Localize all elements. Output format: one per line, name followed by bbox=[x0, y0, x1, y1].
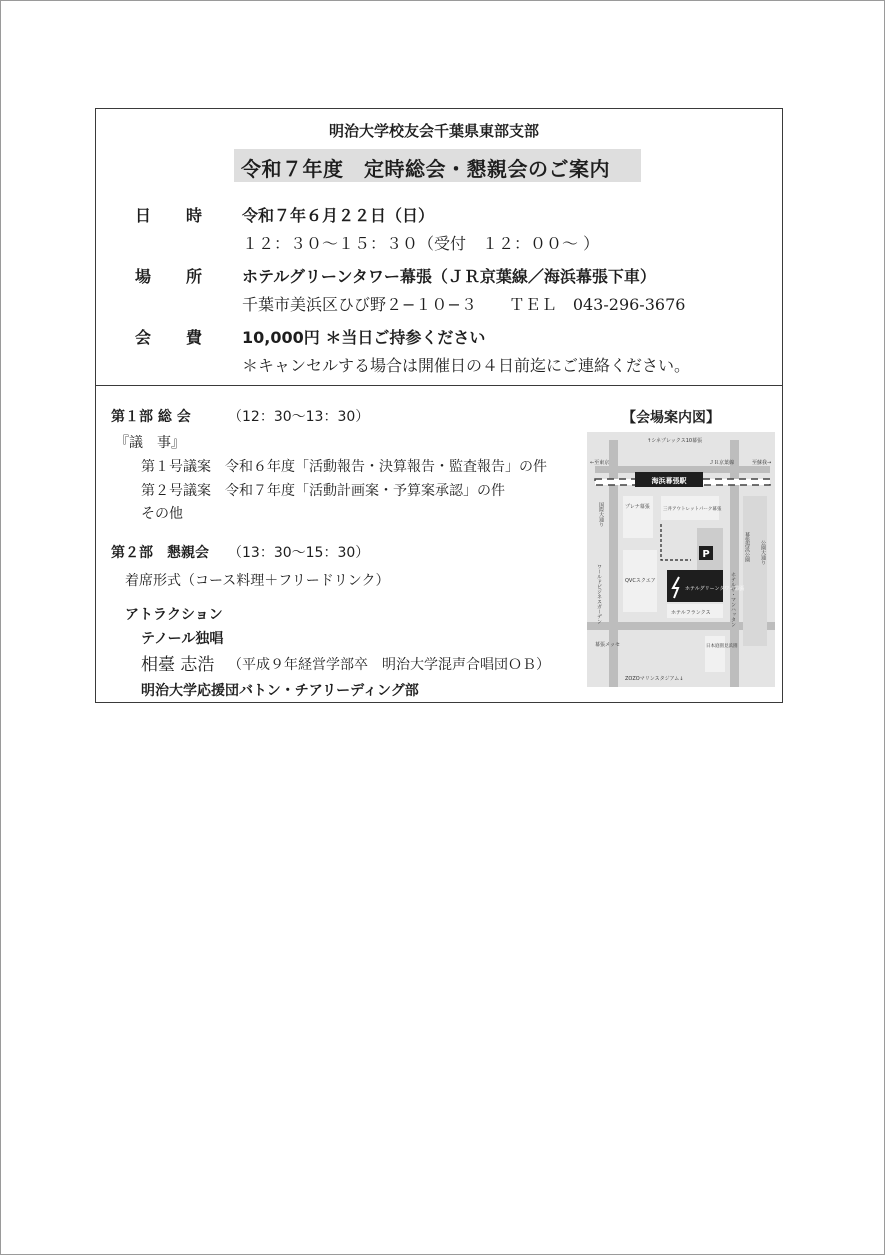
cheer-group: 明治大学応援団バトン・チアリーディング部 bbox=[141, 683, 419, 699]
date-value: 令和７年６月２２日（日） bbox=[242, 206, 435, 225]
map-building bbox=[623, 496, 653, 538]
part1-time: （12：30〜13：30） bbox=[228, 409, 370, 425]
venue-value: ホテルグリーンタワー幕張（ＪＲ京葉線／海浜幕張下車） bbox=[242, 267, 656, 286]
map-drawing bbox=[587, 432, 775, 687]
map-label: 国際大通り bbox=[598, 502, 604, 527]
map-label: 至蘇我→ bbox=[752, 460, 772, 466]
map-label: 公園大通り bbox=[760, 540, 766, 565]
map-label: ホテルザ・マンハッタン bbox=[730, 572, 736, 627]
agenda-item: その他 bbox=[141, 506, 183, 522]
map-label: ホテルフランクス bbox=[671, 610, 711, 616]
map-label: QVCスクエア bbox=[625, 578, 656, 584]
map-building bbox=[743, 496, 767, 646]
map-label: 幕張海浜公園 bbox=[744, 532, 750, 562]
agenda-item: 第１号議案 令和６年度「活動報告・決算報告・監査報告」の件 bbox=[141, 459, 547, 475]
singer-note: （平成９年経営学部卒 明治大学混声合唱団ＯＢ） bbox=[228, 657, 550, 673]
part2-time: （13：30〜15：30） bbox=[228, 545, 370, 561]
map-heading: 【会場案内図】 bbox=[622, 410, 720, 426]
venue-map bbox=[587, 432, 775, 687]
attraction-label: アトラクション bbox=[125, 607, 223, 623]
part2-heading: 第２部 懇親会 bbox=[111, 545, 209, 561]
map-label: ←至東京 bbox=[590, 460, 610, 466]
parking-label: P bbox=[702, 549, 710, 560]
agenda-label: 『議 事』 bbox=[115, 435, 185, 451]
map-road bbox=[595, 466, 770, 473]
fee-value: 10,000円 ＊当日ご持参ください bbox=[242, 328, 486, 347]
map-label: 幕張メッセ bbox=[595, 642, 621, 648]
seating-style: 着席形式（コース料理＋フリードリンク） bbox=[125, 573, 390, 589]
map-label: 日本庭園見浜園 bbox=[706, 644, 738, 649]
section-divider bbox=[95, 385, 783, 386]
cancel-note: ＊キャンセルする場合は開催日の４日前迄にご連絡ください。 bbox=[242, 356, 691, 375]
address-value: 千葉市美浜区ひび野２−１０−３ ＴＥＬ 043-296-3676 bbox=[242, 295, 686, 314]
fee-label: 会 費 bbox=[135, 328, 204, 347]
agenda-item: 第２号議案 令和７年度「活動計画案・予算案承認」の件 bbox=[141, 483, 505, 499]
map-road bbox=[609, 440, 618, 687]
map-label: ZOZOマリンスタジアム↓ bbox=[625, 676, 684, 682]
organization-name: 明治大学校友会千葉県東部支部 bbox=[329, 122, 540, 140]
part1-heading: 第１部 総 会 bbox=[111, 409, 191, 425]
page-title: 令和７年度 定時総会・懇親会のご案内 bbox=[241, 157, 610, 181]
time-value: １２：３０〜１５：３０（受付 １２：００〜 ） bbox=[242, 234, 600, 253]
map-label: ワールドビジネスガーデン bbox=[596, 564, 602, 624]
map-label: 三井アウトレットパーク幕張 bbox=[663, 507, 722, 512]
map-label: ↑シネプレックス10幕張 bbox=[647, 438, 703, 444]
singer-name: 相臺 志浩 bbox=[141, 655, 215, 675]
venue-label: 場 所 bbox=[135, 267, 204, 286]
map-road bbox=[730, 440, 739, 687]
map-label: 海浜幕張駅 bbox=[651, 477, 687, 485]
map-building bbox=[705, 636, 725, 672]
datetime-label: 日 時 bbox=[135, 206, 204, 225]
map-label: ＪＲ京葉線 bbox=[709, 460, 735, 466]
tenor-label: テノール独唱 bbox=[141, 631, 224, 647]
map-label: ホテルグリーンタワー幕張 bbox=[685, 586, 745, 592]
map-label: プレナ幕張 bbox=[625, 504, 650, 510]
